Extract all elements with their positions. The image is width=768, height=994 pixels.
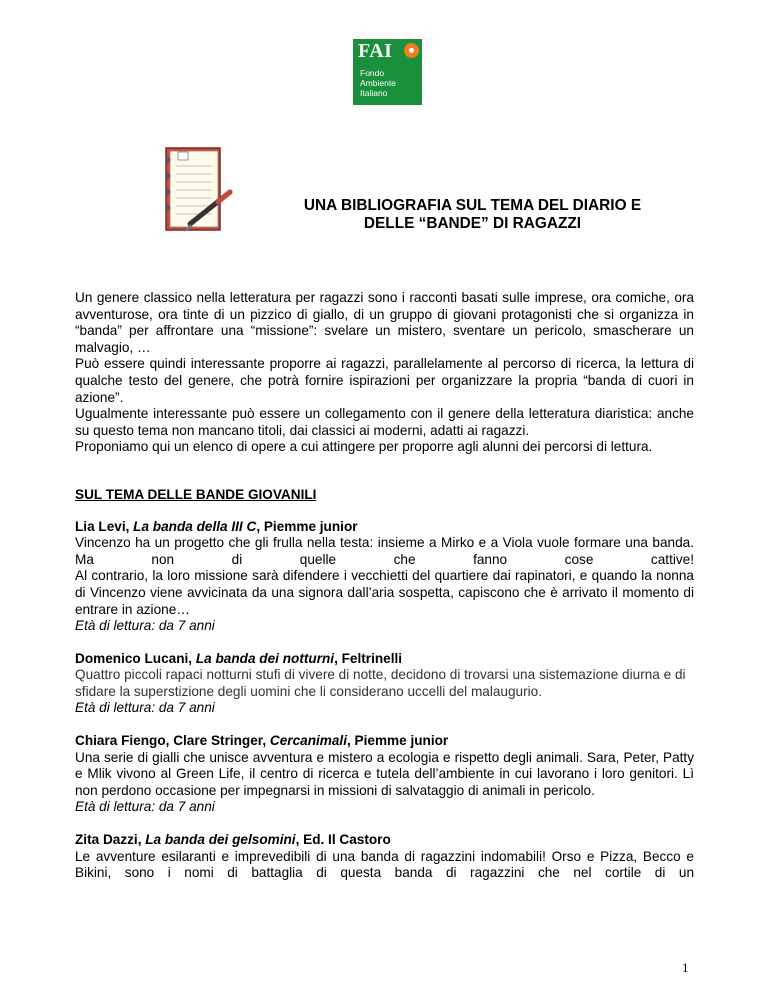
book-description: Le avventure esilaranti e imprevedibili di una banda di ragazzini indomabili! Orso e Pizza, Becco e Bikini, sono i nomi di battaglia di questa banda di ragazzini che nel cortile di un <box>75 848 694 881</box>
book-entry <box>75 519 694 635</box>
book-author: Domenico Lucani, <box>75 650 196 666</box>
page-title <box>240 197 705 233</box>
reading-age: Età di lettura: da 7 anni <box>75 618 215 634</box>
book-description: Una serie di gialli che unisce avventura e mistero a ecologia e rispetto degli animali. Sara, Peter, Patty e Mlik vivono al Green Life, il centro di ricerca e tutela dell’ambiente in cui lavorano i loro genitori. Lì non perdono occasione per impegnarsi in missioni di salvataggio di animali in pericolo. <box>75 749 694 798</box>
book-title: La banda della III C <box>133 518 257 534</box>
intro-paragraph: Ugualmente interessante può essere un collegamento con il genere della letteratura diaristica: anche su questo tema non mancano titoli, dai classici ai moderni, adatti ai ragazzi. <box>75 406 694 438</box>
logo-line: Fondo <box>360 68 385 78</box>
book-description: Vincenzo ha un progetto che gli frulla nella testa: insieme a Mirko e a Viola vuole formare una banda. Ma non di quelle che fanno cose cattive! <box>75 535 694 567</box>
book-publisher: , Piemme junior <box>256 518 358 534</box>
book-author: Lia Levi, <box>75 518 134 534</box>
book-entry <box>75 832 694 882</box>
logo-line: Italiano <box>360 88 388 98</box>
book-heading <box>75 832 694 849</box>
document-body <box>75 290 694 898</box>
book-entry <box>75 651 694 717</box>
logo-text: FAI <box>358 40 393 62</box>
title-line: UNA BIBLIOGRAFIA SUL TEMA DEL DIARIO E <box>303 197 642 214</box>
book-publisher: , Ed. Il Castoro <box>295 832 391 848</box>
book-publisher: , Feltrinelli <box>334 650 403 666</box>
book-title: Cercanimali <box>269 733 347 749</box>
book-entry <box>75 733 694 816</box>
book-description: Quattro piccoli rapaci notturni stufi di vivere di notte, decidono di trovarsi una sistemazione diurna e di sfidare la superstizione degli uomini che li considerano uccelli del malaugurio. <box>75 667 686 699</box>
section-title: SUL TEMA DELLE BANDE GIOVANILI <box>75 486 317 502</box>
intro-paragraph: Un genere classico nella letteratura per ragazzi sono i racconti basati sulle imprese, ora comiche, ora avventurose, ora tinte di un pizzico di giallo, di un gruppo di giovani protagonisti che si organizza in “banda” per affrontare una “missione”: svelare un mistero, sventare un pericolo, smascherare un malvagio, … <box>75 290 694 355</box>
reading-age: Età di lettura: da 7 anni <box>75 700 215 716</box>
book-description: Al contrario, la loro missione sarà difendere i vecchietti del quartiere dai rapinatori, e quando la nonna di Vincenzo viene avvicinata da una signora dall’aria sospetta, capiscono che è arrivato il momento di entrare in azione… <box>75 568 694 617</box>
logo-subtitle <box>360 68 396 98</box>
book-heading <box>75 733 694 750</box>
book-heading <box>75 651 694 668</box>
flower-icon <box>404 43 419 58</box>
intro-paragraph: Proponiamo qui un elenco di opere a cui attingere per proporre agli alunni dei percorsi di lettura. <box>75 439 653 455</box>
intro-paragraph: Può essere quindi interessante proporre ai ragazzi, parallelamente al percorso di ricerca, la lettura di qualche testo del genere, che potrà fornire ispirazioni per organizzare la propria “banda di cuori in azione”. <box>75 356 694 405</box>
fai-logo <box>353 39 422 105</box>
book-title: La banda dei notturni <box>195 650 335 666</box>
book-heading <box>75 519 694 536</box>
page-number: 1 <box>682 960 689 975</box>
book-publisher: , Piemme junior <box>346 733 449 749</box>
reading-age: Età di lettura: da 7 anni <box>75 799 215 815</box>
diary-pen-icon <box>160 142 236 238</box>
logo-line: Ambiente <box>360 78 396 88</box>
book-author: Chiara Fiengo, Clare Stringer, <box>75 733 270 749</box>
book-author: Zita Dazzi, <box>75 832 146 848</box>
title-line: DELLE “BANDE” DI RAGAZZI <box>363 215 582 232</box>
book-title: La banda dei gelsomini <box>145 832 296 848</box>
